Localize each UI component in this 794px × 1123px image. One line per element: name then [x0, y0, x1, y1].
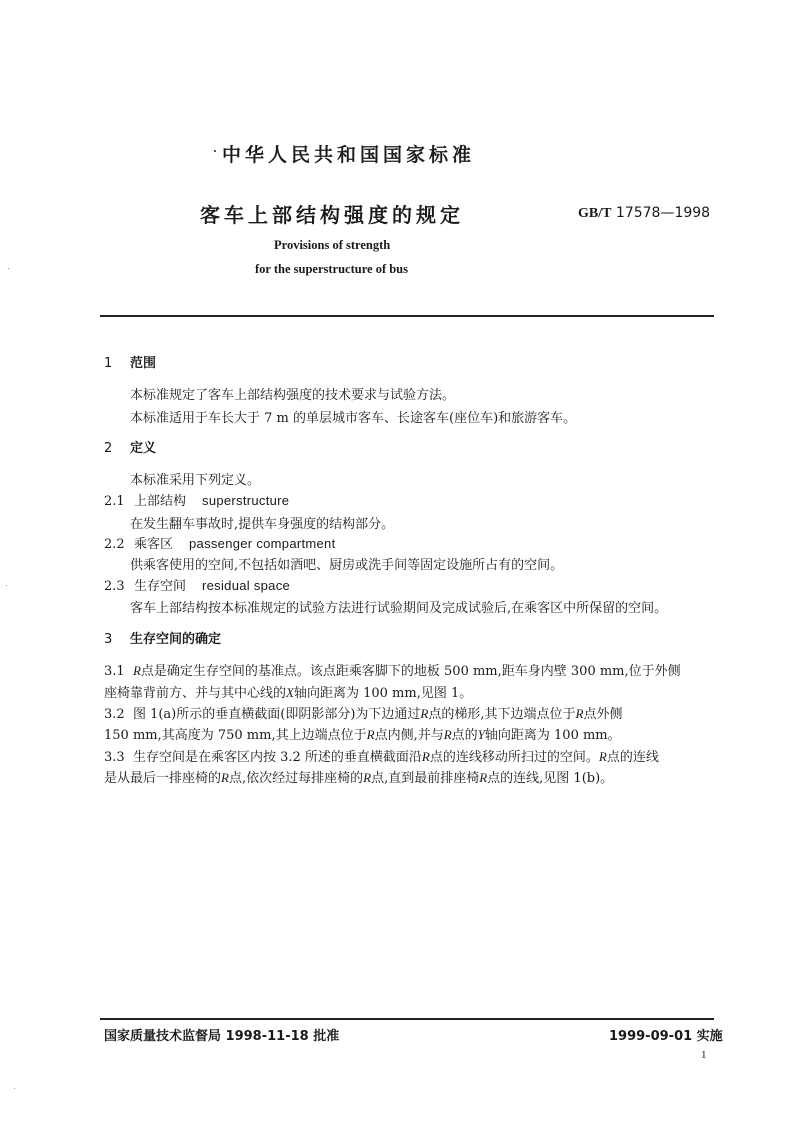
clause-text: 点内侧,并与: [374, 728, 444, 743]
clause-text: 轴向距离为 100 mm,见图 1。: [293, 686, 473, 701]
clause-text: 150 mm,其高度为 750 mm,其上边端点位于: [104, 728, 367, 743]
clause-number: 2.3: [104, 579, 125, 594]
effective-date: 1999-09-01 实施: [609, 1029, 723, 1044]
clause-text: 点,依次经过每排座椅的: [228, 771, 364, 786]
definition-text: 供乘客使用的空间,不包括如酒吧、厨房或洗手间等固定设施所占有的空间。: [130, 558, 564, 573]
section-number: 3: [104, 632, 113, 647]
clause-text: 点的: [451, 728, 478, 743]
definition-text: 在发生翻车事故时,提供车身强度的结构部分。: [130, 517, 395, 532]
r-point-symbol: R: [479, 770, 488, 785]
r-point-symbol: R: [363, 770, 372, 785]
clause-text: 生存空间是在乘客区内按 3.2 所述的垂直横截面沿: [132, 750, 422, 765]
national-standard-heading: 中华人民共和国国家标准: [222, 144, 476, 166]
section-title: 定义: [130, 441, 157, 456]
english-title-line-1: Provisions of strength: [274, 238, 391, 252]
section-title: 范围: [130, 356, 157, 371]
r-point-symbol: R: [443, 727, 452, 742]
document-title: 客车上部结构强度的规定: [200, 203, 464, 227]
clause-text: 点的连线: [606, 750, 659, 765]
term-cn: 上部结构: [134, 494, 187, 509]
clause-text: 点的连线移动所扫过的空间。: [429, 750, 599, 765]
r-point-symbol: R: [598, 749, 607, 764]
r-point-symbol: R: [420, 706, 429, 721]
definition-term: [104, 490, 289, 509]
approval-line: 国家质量技术监督局 1998-11-18 批准: [104, 1029, 340, 1044]
clause-text: 点的连线,见图 1(b)。: [487, 771, 614, 786]
definition-term: [104, 575, 290, 594]
scan-speck: [6, 585, 7, 586]
clause-number: 3.2: [104, 707, 125, 722]
section-3-heading: [104, 628, 221, 647]
english-title-line-2: for the superstructure of bus: [255, 262, 409, 276]
paragraph: 本标准采用下列定义。: [130, 473, 261, 488]
term-cn: 乘客区: [134, 537, 174, 552]
clause-text: 座椅靠背前方、并与其中心线的: [104, 686, 287, 701]
clause-text: 轴向距离为 100 mm。: [484, 728, 621, 743]
clause-number: 2.2: [104, 537, 125, 552]
clause-text: 点外侧: [583, 707, 623, 722]
scan-speck: [8, 268, 9, 269]
r-point-symbol: R: [132, 663, 141, 678]
clause-text: 点是确定生存空间的基准点。该点距乘客脚下的地板 500 mm,距车身内壁 300 mm,位于外侧: [140, 664, 681, 679]
clause-3-3-line-2: [104, 767, 613, 786]
r-point-symbol: R: [575, 706, 584, 721]
term-en: superstructure: [202, 493, 290, 508]
paragraph: 本标准规定了客车上部结构强度的技术要求与试验方法。: [130, 388, 456, 403]
r-point-symbol: R: [221, 770, 229, 785]
clause-3-1-line-1: [104, 660, 681, 679]
definition-term: [104, 533, 336, 552]
standard-code: [578, 205, 710, 222]
clause-text: 图 1(a)所示的垂直横截面(即阴影部分)为下边通过: [132, 707, 421, 722]
page-number: 1: [701, 1049, 707, 1061]
clause-text: 是从最后一排座椅的: [104, 771, 222, 786]
standard-code-number: 17578—1998: [615, 205, 711, 221]
clause-3-2-line-1: [104, 703, 622, 722]
header-divider: [100, 315, 714, 317]
clause-number: 3.1: [104, 664, 125, 679]
clause-3-2-line-2: [104, 724, 621, 743]
section-number: 1: [104, 356, 113, 371]
clause-text: 点,直到最前排座椅: [371, 771, 480, 786]
paragraph: 本标准适用于车长大于 7 m 的单层城市客车、长途客车(座位车)和旅游客车。: [130, 411, 577, 426]
r-point-symbol: R: [366, 727, 375, 742]
standard-code-prefix: GB/T: [578, 206, 612, 221]
term-en: residual space: [202, 578, 291, 593]
definition-text: 客车上部结构按本标准规定的试验方法进行试验期间及完成试验后,在乘客区中所保留的空间。: [130, 601, 668, 616]
header-mark: [214, 150, 216, 152]
clause-3-3-line-1: [104, 746, 659, 765]
term-cn: 生存空间: [134, 579, 187, 594]
clause-number: 2.1: [104, 494, 125, 509]
r-point-symbol: R: [421, 749, 430, 764]
scan-speck: [14, 1088, 15, 1089]
clause-text: 点的梯形,其下边端点位于: [428, 707, 576, 722]
footer-divider: [100, 1018, 714, 1020]
section-2-heading: [104, 437, 156, 456]
clause-number: 3.3: [104, 750, 125, 765]
section-number: 2: [104, 441, 113, 456]
term-en: passenger compartment: [189, 536, 336, 551]
x-axis-symbol: X: [286, 685, 294, 700]
clause-3-1-line-2: [104, 682, 472, 701]
section-title: 生存空间的确定: [130, 632, 222, 647]
section-1-heading: [104, 352, 156, 371]
y-axis-symbol: Y: [477, 727, 485, 742]
